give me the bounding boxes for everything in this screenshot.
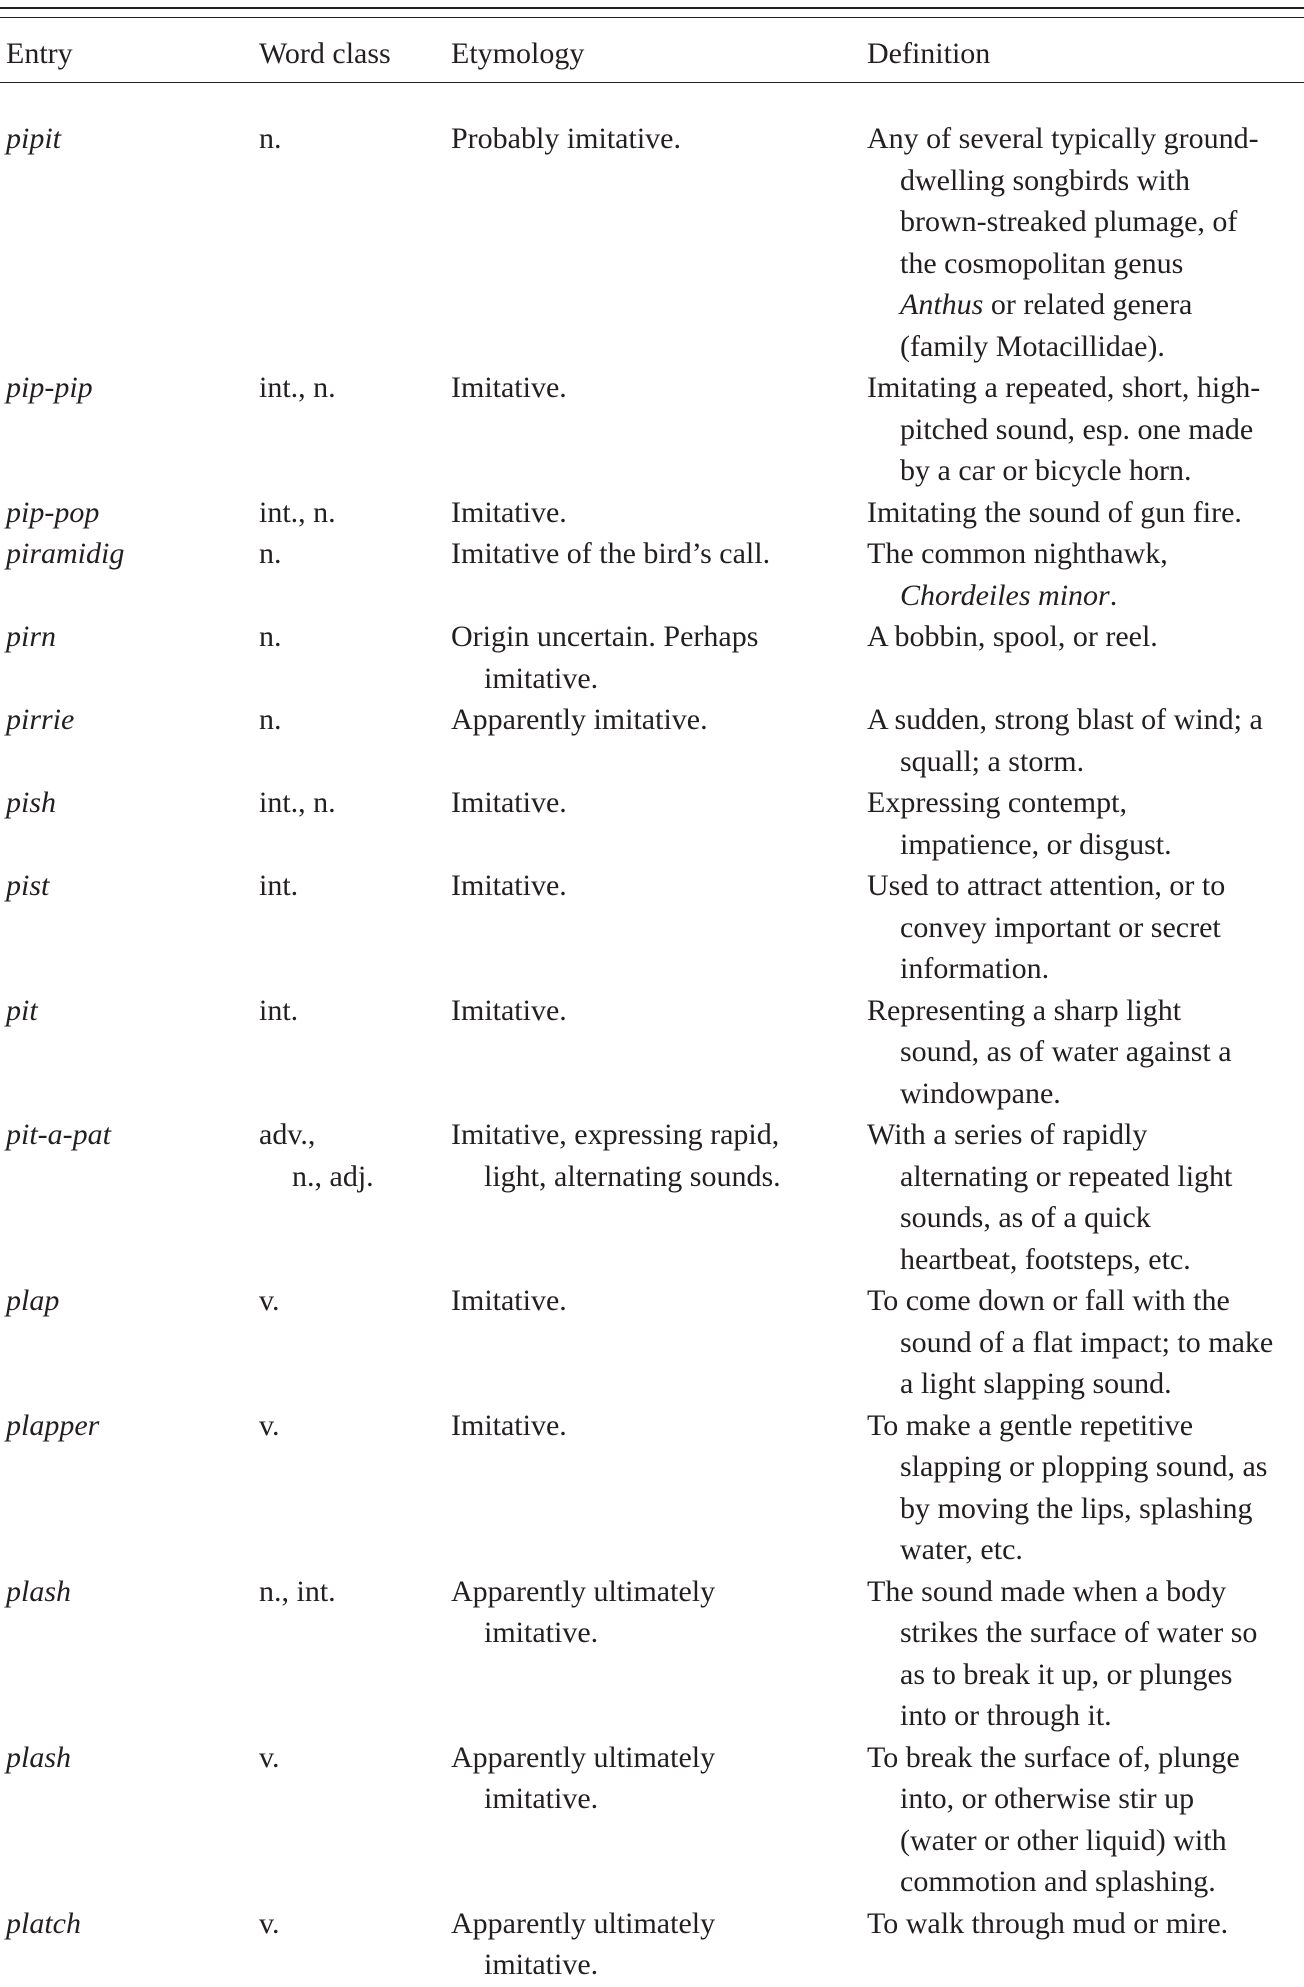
definition-cell [867,865,1304,990]
header-etymology: Etymology [451,37,585,70]
entry-word: pipit [6,122,62,155]
entry-word: piramidig [6,537,125,570]
entry-word: plap [6,1284,60,1317]
definition-line: into, or otherwise stir up [900,1782,1195,1815]
entry-word: pip-pop [6,495,100,529]
entry-cell [6,782,246,824]
header-entry: Entry [6,37,73,70]
word-class-line: n., int. [259,1574,336,1608]
table-row [0,118,1304,367]
entry-cell [6,492,246,534]
definition-line: a light slapping sound. [900,1367,1172,1400]
etymology-cell [451,1114,851,1197]
definition-line: A bobbin, spool, or reel. [867,620,1158,653]
table-row [0,1903,1304,1986]
word-class-cell [259,990,439,1032]
word-class-cell [259,699,439,741]
etymology-line: Imitative. [451,1284,567,1317]
table-row [0,782,1304,865]
definition-line: The sound made when a body [867,1574,1227,1608]
definition-line: A sudden, strong blast of wind; a [867,703,1263,736]
etymology-line: imitative. [484,661,599,695]
table-header [0,32,1304,76]
word-class-line: int., n. [259,495,336,529]
etymology-line: Imitative. [451,1408,567,1442]
table-row [0,616,1304,699]
entry-word: pish [6,786,57,819]
word-class-line: v. [259,1408,280,1442]
word-class-cell [259,1280,439,1322]
definition-cell [867,782,1304,865]
entry-cell [6,1405,246,1447]
word-class-cell [259,1903,439,1945]
entry-word: plash [6,1574,72,1608]
word-class-cell [259,1571,439,1613]
definition-line: (water or other liquid) with [900,1823,1227,1857]
word-class-cell [259,367,439,409]
etymology-line: Imitative. [451,786,567,819]
definition-line: Any of several typically ground- [867,122,1259,155]
definition-line: brown-streaked plumage, of [900,205,1238,238]
word-class-line: v. [259,1906,280,1940]
definition-cell [867,616,1304,658]
entry-cell [6,616,246,658]
definition-line: (family Motacillidae). [900,329,1165,363]
definition-line: as to break it up, or plunges [900,1657,1233,1691]
etymology-cell [451,699,851,741]
definition-line: windowpane. [900,1076,1061,1110]
entry-cell [6,1114,246,1156]
definition-line: the cosmopolitan genus [900,246,1184,280]
etymology-line: Apparently imitative. [451,703,708,736]
entry-cell [6,699,246,741]
etymology-line: Imitative. [451,371,567,404]
etymology-cell [451,865,851,907]
definition-line: strikes the surface of water so [900,1616,1258,1649]
entry-cell [6,533,246,575]
word-class-line: n. [259,620,282,653]
definition-line: To make a gentle repetitive [867,1408,1194,1442]
etymology-cell [451,533,851,575]
table-row [0,533,1304,616]
etymology-cell [451,616,851,699]
word-class-line: n., adj. [292,1159,374,1193]
definition-line: alternating or repeated light [900,1159,1233,1193]
entry-word: plapper [6,1408,100,1442]
definition-line: pitched sound, esp. one made [900,412,1254,446]
table-row [0,1571,1304,1737]
etymology-line: Origin uncertain. Perhaps [451,620,759,653]
table-row [0,1280,1304,1405]
word-class-line: v. [259,1740,280,1774]
etymology-cell [451,118,851,160]
definition-line: To walk through mud or mire. [867,1906,1229,1940]
definition-line: With a series of rapidly [867,1118,1148,1151]
definition-cell [867,990,1304,1115]
definition-line: To break the surface of, plunge [867,1740,1240,1774]
table-row [0,367,1304,492]
definition-cell [867,533,1304,616]
definition-line: convey important or secret [900,910,1221,944]
definition-line: Anthus or related genera [900,288,1193,321]
definition-line: dwelling songbirds with [900,163,1190,197]
definition-cell [867,1737,1304,1903]
entry-word: pirn [6,620,57,653]
word-class-cell [259,782,439,824]
definition-line: heartbeat, footsteps, etc. [900,1242,1191,1276]
table-top-rule [0,7,1304,9]
word-class-line: int., n. [259,786,336,819]
definition-cell [867,1903,1304,1945]
definition-line: Chordeiles minor. [900,578,1118,612]
etymology-line: Imitative. [451,495,567,529]
table-body [0,118,1304,1986]
etymology-cell [451,1903,851,1986]
word-class-line: n. [259,537,282,570]
etymology-cell [451,492,851,534]
word-class-cell [259,533,439,575]
word-class-line: v. [259,1284,280,1317]
etymology-line: Probably imitative. [451,122,681,155]
table-row [0,1114,1304,1280]
etymology-line: Imitative of the bird’s call. [451,537,771,570]
table-row [0,1405,1304,1571]
definition-line: slapping or plopping sound, as [900,1450,1268,1483]
definition-line: commotion and splashing. [900,1865,1216,1898]
word-class-line: n. [259,703,282,736]
entry-word: pist [6,869,50,902]
definition-line: information. [900,952,1050,985]
entry-word: platch [6,1906,81,1940]
etymology-line: Apparently ultimately [451,1574,716,1608]
entry-word: pit-a-pat [6,1118,111,1151]
etymology-line: imitative. [484,1782,599,1815]
definition-line: The common nighthawk, [867,537,1168,570]
definition-line: into or through it. [900,1699,1112,1732]
word-class-line: adv., [259,1118,316,1151]
etymology-line: light, alternating sounds. [484,1159,781,1193]
etymology-cell [451,1280,851,1322]
word-class-line: int., n. [259,371,336,404]
entry-word: pit [6,993,38,1027]
etymology-cell [451,1737,851,1820]
etymology-line: Imitative. [451,869,567,902]
definition-cell [867,1405,1304,1571]
etymology-cell [451,367,851,409]
table-top-rule-thin [0,17,1304,18]
table-row [0,492,1304,534]
table-row [0,1737,1304,1903]
definition-cell [867,367,1304,492]
definition-line: Used to attract attention, or to [867,869,1226,902]
word-class-line: int. [259,869,299,902]
entry-word: plash [6,1740,72,1774]
word-class-line: int. [259,993,299,1027]
etymology-line: imitative. [484,1616,599,1649]
word-class-cell [259,616,439,658]
word-class-cell [259,1737,439,1779]
etymology-line: Apparently ultimately [451,1740,716,1774]
definition-cell [867,1571,1304,1737]
entry-cell [6,1903,246,1945]
entry-word: pirrie [6,703,75,736]
etymology-cell [451,1571,851,1654]
header-definition: Definition [867,37,991,70]
etymology-line: imitative. [484,1948,599,1981]
definition-line: Representing a sharp light [867,993,1182,1027]
definition-line: sound of a flat impact; to make [900,1325,1274,1359]
entry-cell [6,118,246,160]
definition-cell [867,1114,1304,1280]
table-row [0,990,1304,1115]
word-class-cell [259,1405,439,1447]
definition-line: sounds, as of a quick [900,1201,1151,1234]
word-class-cell [259,492,439,534]
definition-line: Imitating the sound of gun fire. [867,495,1242,529]
definition-cell [867,492,1304,534]
definition-line: Imitating a repeated, short, high- [867,371,1261,404]
definition-cell [867,699,1304,782]
definition-line: To come down or fall with the [867,1284,1230,1317]
entry-cell [6,1280,246,1322]
definition-line: Expressing contempt, [867,786,1127,819]
table-row [0,865,1304,990]
etymology-line: Imitative, expressing rapid, [451,1118,780,1151]
word-class-cell [259,118,439,160]
entry-cell [6,1571,246,1613]
etymology-cell [451,1405,851,1447]
header-word-class: Word class [259,37,391,70]
etymology-line: Imitative. [451,993,567,1027]
entry-cell [6,367,246,409]
word-class-cell [259,1114,439,1197]
etymology-cell [451,782,851,824]
definition-line: impatience, or disgust. [900,827,1172,861]
definition-line: water, etc. [900,1533,1023,1566]
header-rule [0,82,1304,83]
definition-cell [867,1280,1304,1405]
table-row [0,699,1304,782]
word-class-line: n. [259,122,282,155]
etymology-line: Apparently ultimately [451,1906,716,1940]
definition-line: squall; a storm. [900,744,1085,778]
etymology-cell [451,990,851,1032]
definition-line: by a car or bicycle horn. [900,454,1192,487]
entry-cell [6,990,246,1032]
entry-word: pip-pip [6,371,93,404]
entry-cell [6,1737,246,1779]
definition-line: by moving the lips, splashing [900,1491,1253,1525]
definition-line: sound, as of water against a [900,1035,1232,1068]
entry-cell [6,865,246,907]
word-class-cell [259,865,439,907]
definition-cell [867,118,1304,367]
